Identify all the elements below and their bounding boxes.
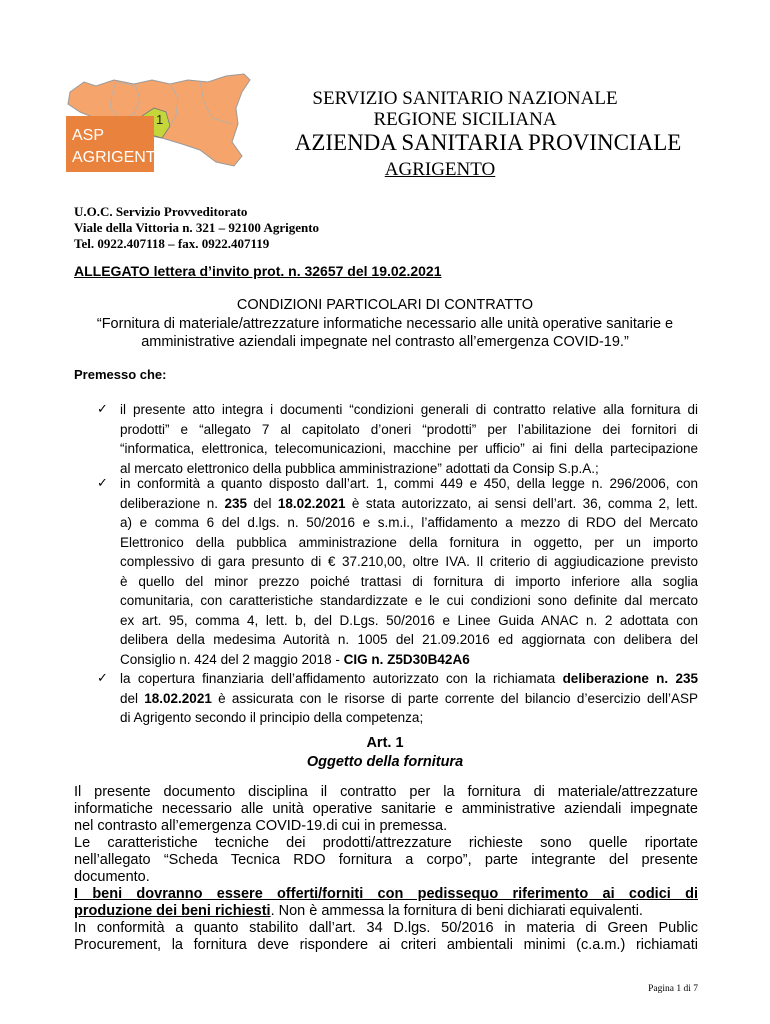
check-icon: ✓ (97, 476, 108, 491)
bullet-3-text: è assicurata con le risorse di parte corrente del bilancio d’esercizio dell’ASP (211, 690, 698, 706)
bullet-2-line: delibera della medesima Autorità n. 1005 del 21.09.2016 ed aggiornata con delibera del (120, 632, 698, 647)
article-number: Art. 1 (366, 735, 404, 751)
bullet-2-line (120, 650, 698, 670)
header-line-3: AZIENDA SANITARIA PROVINCIALE (294, 130, 682, 155)
bullet-2-line: in conformità a quanto disposto dall’art. 1, commi 449 e 450, della legge n. 296/2006, con (120, 476, 698, 491)
deliberation-number: 235 (224, 495, 247, 511)
conditions-title: CONDIZIONI PARTICOLARI DI CONTRATTO (236, 297, 534, 313)
paragraph-line: documento. (74, 869, 150, 885)
emphasis-text: produzione dei beni richiesti (74, 903, 271, 919)
paragraph-text: . Non è ammessa la fornitura di beni dichiarati equivalenti. (270, 903, 643, 919)
conditions-subject-line-2: amministrative aziendali impegnate nel contrasto all’emergenza COVID-19.” (141, 334, 629, 350)
bullet-2-text: del (246, 495, 278, 511)
logo-text-asp: ASP (72, 127, 105, 144)
bullet-1-line: il presente atto integra i documenti “condizioni generali di contratto relative alla fornitura di (120, 402, 698, 417)
header-line-1: SERVIZIO SANITARIO NAZIONALE (312, 88, 618, 109)
deliberation-date: 18.02.2021 (277, 495, 346, 511)
bullet-3-text: la copertura finanziaria dell’affidamento autorizzato con la richiamata (120, 671, 563, 686)
header-line-2: REGIONE SICILIANA (373, 109, 557, 130)
bullet-1-line: “informatica, elettronica, telecomunicazioni, macchine per ufficio” ai fini della partecipazione (120, 441, 698, 456)
article-title: Oggetto della fornitura (306, 754, 464, 770)
emphasis-text: I beni dovranno essere offerti/forniti con pedissequo riferimento ai codici di (74, 886, 698, 902)
bullet-3-line: di Agrigento secondo il principio della competenza; (120, 710, 424, 725)
bullet-3-line (120, 689, 698, 709)
cig-code: CIG n. Z5D30B42A6 (343, 651, 470, 667)
check-icon: ✓ (97, 402, 108, 417)
paragraph-line (74, 903, 698, 920)
logo-marker-number: 1 (156, 112, 164, 127)
bullet-2-line: Elettronico della pubblica amministrazione della fornitura in oggetto, per un importo (120, 534, 698, 550)
office-address: Viale della Vittoria n. 321 – 92100 Agrigento (74, 220, 320, 235)
paragraph-line: Il presente documento disciplina il contratto per la fornitura di materiale/attrezzature (74, 784, 698, 800)
paragraph-line (74, 886, 698, 903)
deliberation-reference: deliberazione n. 235 (562, 671, 698, 686)
page-number: Pagina 1 di 7 (648, 984, 698, 994)
paragraph-line: nel contrasto all’emergenza COVID-19.di cui in premessa. (74, 818, 448, 834)
office-contacts: Tel. 0922.407118 – fax. 0922.407119 (74, 236, 270, 251)
bullet-3-line (120, 669, 698, 689)
conditions-subject-line-1: “Fornitura di materiale/attrezzature informatiche necessario alle unità operative sanitarie e (96, 316, 674, 332)
bullet-2-line (120, 494, 698, 514)
bullet-1-line: al mercato elettronico della pubblica amministrazione” adottati da Consip S.p.A.; (120, 460, 599, 476)
paragraph-line: Procurement, la fornitura deve rispondere ai criteri ambientali minimi (c.a.m.) richiamati (74, 937, 698, 953)
bullet-2-text: Consiglio n. 424 del 2 maggio 2018 - (120, 651, 344, 667)
premesso-heading: Premesso che: (74, 367, 167, 382)
office-name: U.O.C. Servizio Provveditorato (74, 204, 248, 219)
header-line-4: AGRIGENTO (384, 159, 496, 180)
check-icon: ✓ (97, 671, 108, 686)
bullet-2-line: ex art. 95, comma 4, lett. b, del D.Lgs. 50/2016 e Linee Guida ANAC n. 2 adottata con (120, 612, 698, 628)
bullet-2-line: è quello del minor prezzo poiché trattasi di fornitura di importo inferiore alla soglia (120, 573, 698, 589)
paragraph-line: Le caratteristiche tecniche dei prodotti/attrezzature richieste sono quelle riportate (74, 835, 698, 851)
paragraph-line: informatiche necessario alle unità operative sanitarie e amministrative aziendali impegnate (74, 801, 698, 817)
paragraph-line: nell’allegato “Scheda Tecnica RDO fornitura a corpo”, parte integrante del presente (74, 852, 698, 868)
bullet-1-line: prodotti” e “allegato 7 al capitolato d’oneri “prodotti” per l’abilitazione dei fornitori di (120, 421, 698, 437)
bullet-2-line: complessivo di gara presunto di € 37.210,00, oltre IVA. Il criterio di aggiudicazione previsto (120, 554, 698, 569)
bullet-2-text: è stata autorizzato, ai sensi dell’art. 36, comma 2, lett. (345, 495, 698, 511)
bullet-2-text: deliberazione n. (120, 495, 225, 511)
asp-agrigento-logo (66, 72, 264, 172)
logo-text-agrigento: AGRIGENTO (72, 149, 168, 166)
paragraph-line: In conformità a quanto stabilito dall’art. 34 D.lgs. 50/2016 in materia di Green Public (74, 920, 698, 936)
deliberation-date: 18.02.2021 (144, 690, 212, 706)
bullet-2-line: a) e comma 6 del d.lgs. n. 50/2016 e s.m.i., l’affidamento a mezzo di RDO del Mercato (120, 515, 698, 530)
bullet-3-text: del (120, 690, 145, 706)
bullet-2-line: comunitaria, con caratteristiche standardizzate e le cui condizioni sono definite dal mercato (120, 593, 698, 608)
allegato-heading: ALLEGATO lettera d’invito prot. n. 32657 del 19.02.2021 (74, 263, 442, 279)
